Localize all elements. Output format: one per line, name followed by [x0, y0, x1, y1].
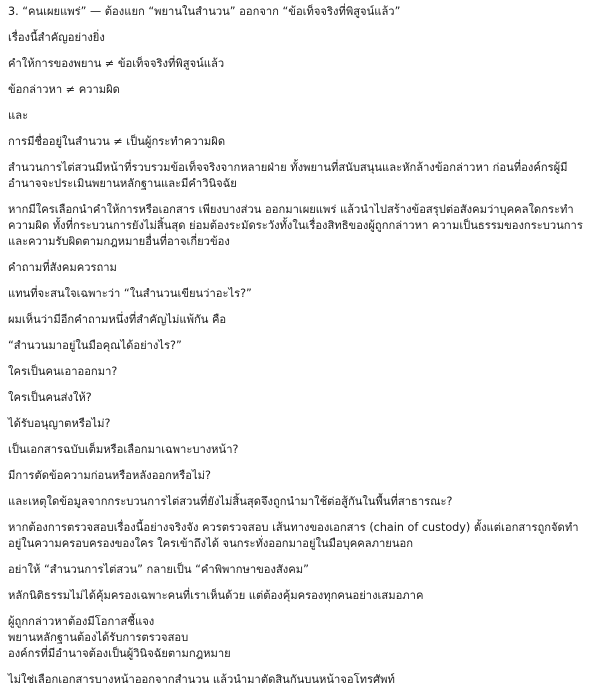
paragraph: หากมีใครเลือกนำคำให้การหรือเอกสาร เพียงบางส่วน ออกมาเผยแพร่ แล้วนำไปสร้างข้อสรุปต่อสังคมว่าบุคคลใดกระทำความผิด ทั้งที่กระบวนการยังไม่สิ้นสุด ย่อมต้องระมัดระวังทั้งในเรื่องสิทธิของผู้ถูกกล่าวหา ความเป็นธรรมของกระบวนการ และความรับผิดตามกฎหมายอื่นที่อาจเกี่ยวข้อง: [8, 203, 583, 248]
paragraph: และ: [8, 109, 29, 122]
paragraph: อย่าให้ “สำนวนการไต่สวน” กลายเป็น “คำพิพากษาของสังคม”: [8, 563, 309, 576]
paragraph: สำนวนการไต่สวนมีหน้าที่รวบรวมข้อเท็จจริงจากหลายฝ่าย ทั้งพยานที่สนับสนุนและหักล้างข้อกล่าวหา ก่อนที่องค์กรผู้มีอำนาจจะประเมินพยานหลักฐานและมีคำวินิจฉัย: [8, 161, 568, 190]
closing-block: [8, 614, 592, 662]
section-heading: 3. “คนเผยแพร่” — ต้องแยก “พยานในสำนวน” ออกจาก “ข้อเท็จจริงที่พิสูจน์แล้ว”: [8, 5, 401, 18]
paragraph: การมีชื่ออยู่ในสำนวน ≠ เป็นผู้กระทำความผิด: [8, 135, 226, 148]
paragraph: และเหตุใดข้อมูลจากกระบวนการไต่สวนที่ยังไม่สิ้นสุดจึงถูกนำมาใช้ต่อสู้กันในพื้นที่สาธารณะ?: [8, 495, 453, 508]
paragraph: มีการตัดข้อความก่อนหรือหลังออกหรือไม่?: [8, 469, 211, 482]
closing-line: องค์กรที่มีอำนาจต้องเป็นผู้วินิจฉัยตามกฎหมาย: [8, 647, 231, 660]
paragraph: เรื่องนี้สำคัญอย่างยิ่ง: [8, 31, 105, 44]
paragraph: ใครเป็นคนส่งให้?: [8, 391, 92, 404]
paragraph: คำให้การของพยาน ≠ ข้อเท็จจริงที่พิสูจน์แล้ว: [8, 57, 225, 70]
paragraph: คำถามที่สังคมควรถาม: [8, 261, 117, 274]
closing-line: พยานหลักฐานต้องได้รับการตรวจสอบ: [8, 631, 189, 644]
paragraph: แทนที่จะสนใจเฉพาะว่า “ในสำนวนเขียนว่าอะไร?”: [8, 287, 252, 300]
paragraph: หลักนิติธรรมไม่ได้คุ้มครองเฉพาะคนที่เราเห็นด้วย แต่ต้องคุ้มครองทุกคนอย่างเสมอภาค: [8, 589, 424, 602]
paragraph: ผมเห็นว่ามีอีกคำถามหนึ่งที่สำคัญไม่แพ้กัน คือ: [8, 313, 227, 326]
paragraph: “สำนวนมาอยู่ในมือคุณได้อย่างไร?”: [8, 339, 182, 352]
final-line: ไม่ใช่เลือกเอกสารบางหน้าออกจากสำนวน แล้วนำมาตัดสินกันบนหน้าจอโทรศัพท์: [8, 673, 395, 686]
paragraph: ข้อกล่าวหา ≠ ความผิด: [8, 83, 120, 96]
closing-line: ผู้ถูกกล่าวหาต้องมีโอกาสชี้แจง: [8, 615, 155, 628]
paragraph: ใครเป็นคนเอาออกมา?: [8, 365, 118, 378]
paragraph: ได้รับอนุญาตหรือไม่?: [8, 417, 111, 430]
paragraph: เป็นเอกสารฉบับเต็มหรือเลือกมาเฉพาะบางหน้า?: [8, 443, 239, 456]
paragraph: หากต้องการตรวจสอบเรื่องนี้อย่างจริงจัง ควรตรวจสอบ เส้นทางของเอกสาร (chain of custody) ตั้งแต่เอกสารถูกจัดทำ อยู่ในความครอบครองของใคร ใครเข้าถึงได้ จนกระทั่งออกมาอยู่ในมือบุคคลภายนอก: [8, 521, 579, 550]
